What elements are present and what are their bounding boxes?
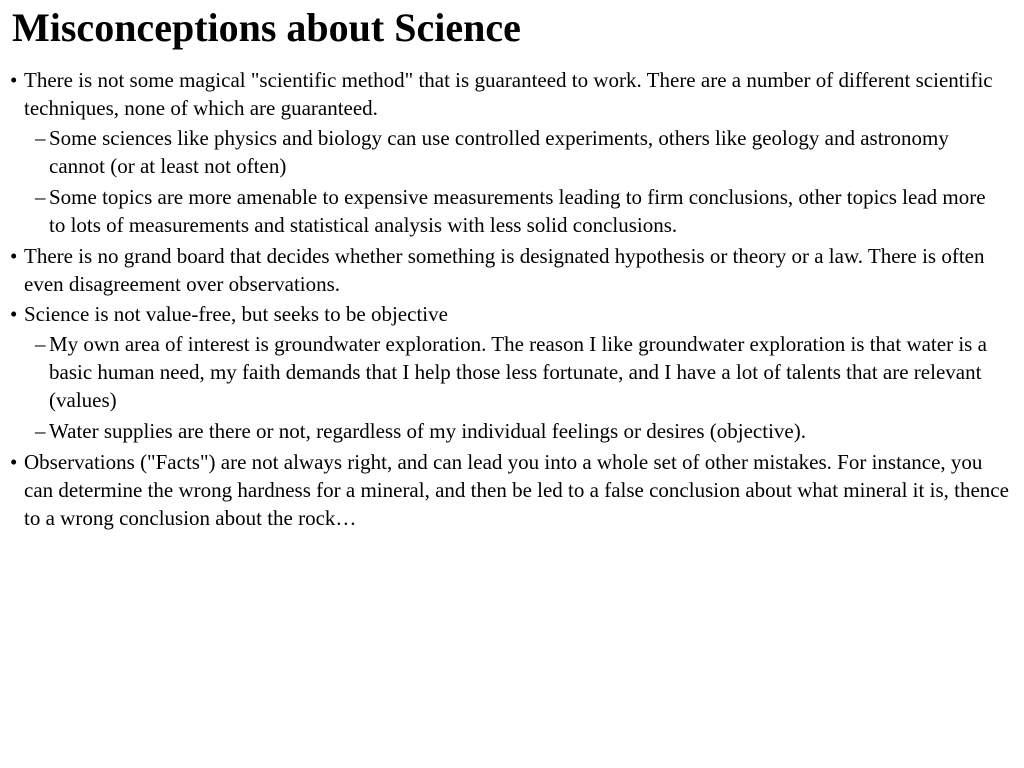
bullet-marker: • xyxy=(10,302,18,326)
bullet-marker: • xyxy=(10,244,18,268)
bullet-item xyxy=(0,300,1024,328)
sub-bullet-text: Some sciences like physics and biology can use controlled experiments, others like geology and astronomy cannot (or at least not often) xyxy=(49,126,949,178)
sub-bullet-text: Water supplies are there or not, regardless of my individual feelings or desires (objective). xyxy=(49,419,806,443)
sub-bullet-text: Some topics are more amenable to expensive measurements leading to firm conclusions, other topics lead more to lots of measurements and statistical analysis with less solid conclusions. xyxy=(49,185,986,237)
bullet-marker: • xyxy=(10,68,18,92)
slide-content xyxy=(0,66,1024,534)
bullet-text: Science is not value-free, but seeks to be objective xyxy=(24,302,448,326)
bullet-marker: • xyxy=(10,450,18,474)
sub-bullet-item xyxy=(0,183,1024,239)
bullet-text: There is no grand board that decides whether something is designated hypothesis or theory or a law. There is often even disagreement over observations. xyxy=(24,244,985,296)
sub-bullet-marker: – xyxy=(35,332,46,356)
sub-bullet-text: My own area of interest is groundwater exploration. The reason I like groundwater exploration is that water is a basic human need, my faith demands that I help those less fortunate, and I have a lot of talents that are relevant (values) xyxy=(49,332,987,412)
bullet-item xyxy=(0,66,1024,122)
slide-title: Misconceptions about Science xyxy=(12,5,521,50)
bullet-text: There is not some magical "scientific method" that is guaranteed to work. There are a number of different scientific techniques, none of which are guaranteed. xyxy=(24,68,993,120)
sub-bullet-item xyxy=(0,417,1024,445)
bullet-text: Observations ("Facts") are not always right, and can lead you into a whole set of other mistakes. For instance, you can determine the wrong hardness for a mineral, and then be led to a false conclusion about what mineral it is, thence to a wrong conclusion about the rock… xyxy=(24,450,1009,530)
sub-bullet-item xyxy=(0,330,1024,414)
bullet-item xyxy=(0,448,1024,532)
sub-bullet-marker: – xyxy=(35,419,46,443)
sub-bullet-marker: – xyxy=(35,185,46,209)
sub-bullet-item xyxy=(0,124,1024,180)
bullet-item xyxy=(0,242,1024,298)
sub-bullet-marker: – xyxy=(35,126,46,150)
